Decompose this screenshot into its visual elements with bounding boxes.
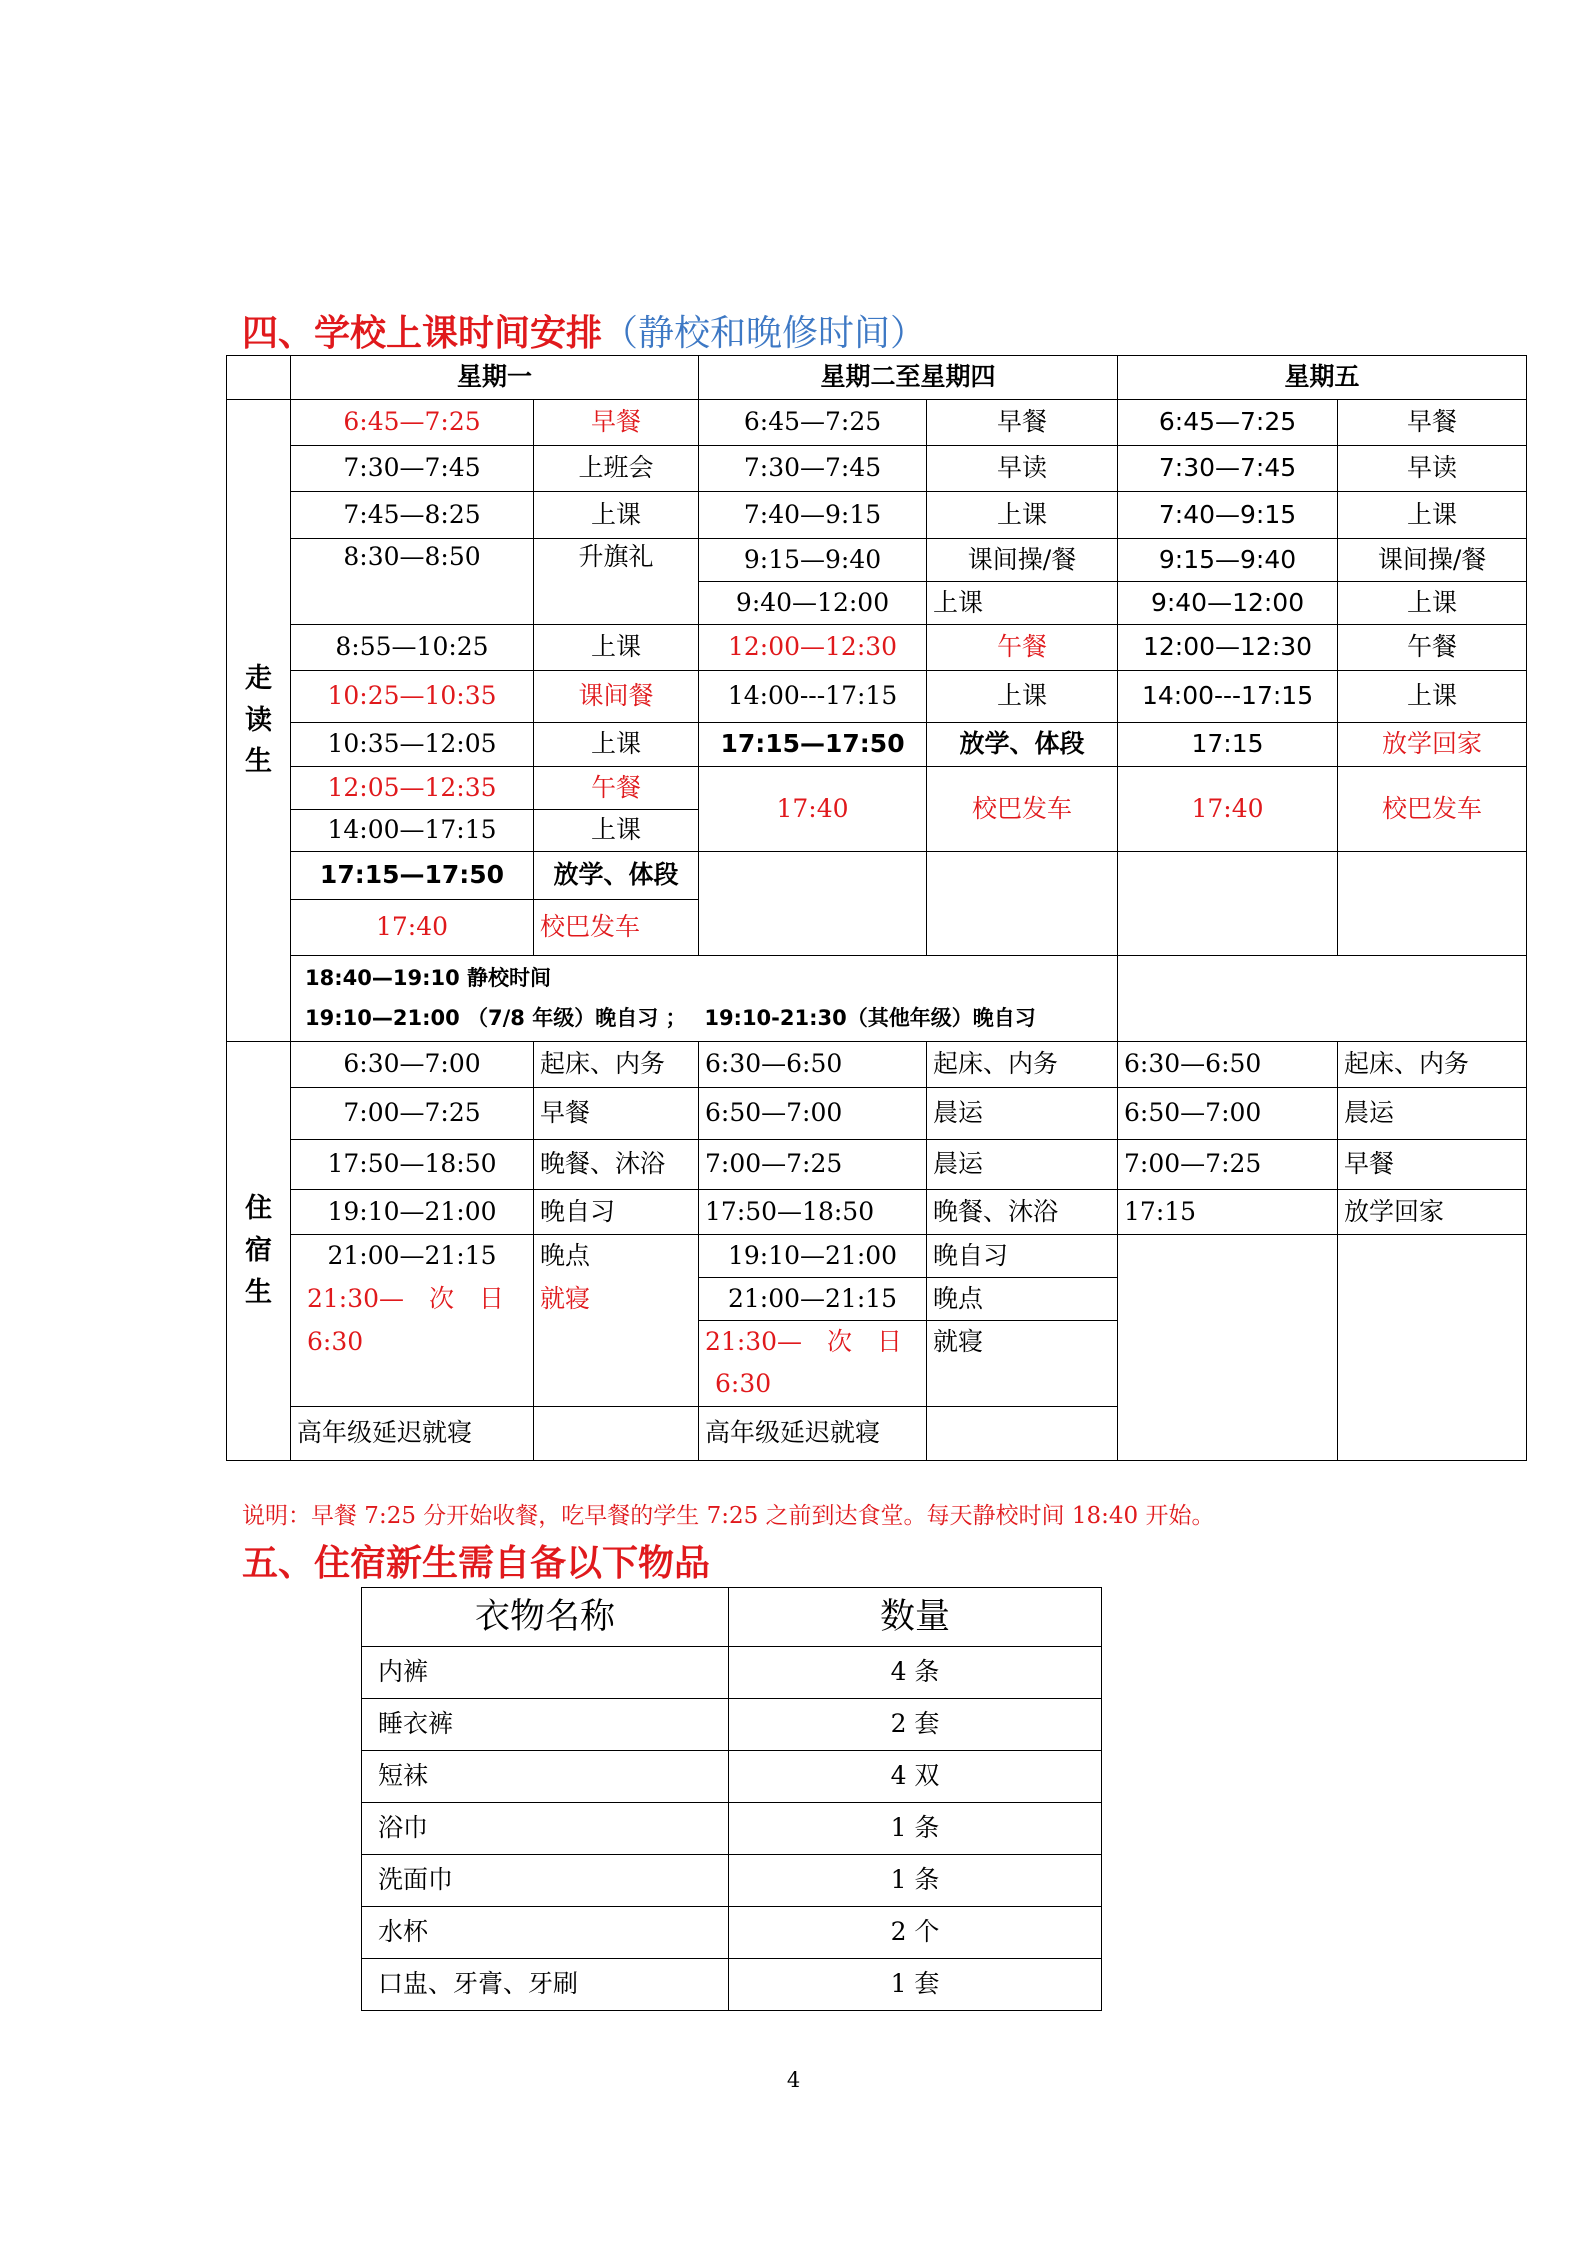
fri-time: 17:15 [1118, 723, 1338, 767]
mon-time: 17:40 [291, 900, 534, 956]
tue-time: 21:00—21:15 [699, 1278, 927, 1321]
table-row [227, 1088, 1527, 1140]
mon-time: 17:15—17:50 [291, 852, 534, 900]
tue-time: 7:30—7:45 [699, 446, 927, 492]
items-header-row [362, 1588, 1102, 1647]
item-name: 内裤 [362, 1647, 729, 1699]
fri-time: 6:45—7:25 [1118, 400, 1338, 446]
mon-time: 8:55—10:25 [291, 625, 534, 671]
tue-activity: 早餐 [927, 400, 1118, 446]
tue-activity: 早读 [927, 446, 1118, 492]
mon-time: 8:30—8:50 [291, 539, 534, 625]
tue-activity: 晚自习 [927, 1235, 1118, 1278]
tue-activity: 上课 [927, 492, 1118, 539]
fri-activity: 起床、内务 [1338, 1042, 1527, 1088]
table-row [362, 1647, 1102, 1699]
mon-time: 6:30—7:00 [291, 1042, 534, 1088]
mon-time: 10:35—12:05 [291, 723, 534, 767]
item-name: 洗面巾 [362, 1855, 729, 1907]
fri-time: 17:15 [1118, 1190, 1338, 1235]
mon-time: 12:05—12:35 [291, 767, 534, 810]
section-4-title-main: 四、学校上课时间安排 [242, 313, 603, 354]
mon-bedtime-end: 6:30 [291, 1321, 534, 1364]
section-4-title-sub: （静校和晚修时间） [602, 313, 927, 354]
fri-time: 7:00—7:25 [1118, 1140, 1338, 1190]
item-quantity: 1 条 [729, 1803, 1102, 1855]
mon-activity: 校巴发车 [534, 900, 699, 956]
table-row [362, 1751, 1102, 1803]
fri-activity: 上课 [1338, 671, 1527, 723]
fri-activity: 早餐 [1338, 1140, 1527, 1190]
tue-activity: 晨运 [927, 1088, 1118, 1140]
item-quantity: 4 双 [729, 1751, 1102, 1803]
mon-activity: 晚点 [534, 1235, 699, 1278]
header-item-name: 衣物名称 [362, 1588, 729, 1647]
table-row [362, 1803, 1102, 1855]
header-tue-thu: 星期二至星期四 [699, 356, 1118, 400]
mon-time: 10:25—10:35 [291, 671, 534, 723]
items-table [361, 1587, 1102, 2011]
fri-activity: 上课 [1338, 492, 1527, 539]
tue-time: 12:00—12:30 [699, 625, 927, 671]
item-quantity: 1 套 [729, 1959, 1102, 2011]
tue-time: 17:50—18:50 [699, 1190, 927, 1235]
tue-activity: 晚点 [927, 1278, 1118, 1321]
group-day-students [227, 400, 291, 1042]
fri-empty [1338, 1235, 1527, 1461]
tue-activity: 上课 [927, 582, 1118, 625]
tue-activity: 起床、内务 [927, 1042, 1118, 1088]
table-row [227, 956, 1527, 1042]
group-board-label: 住宿生 [245, 1193, 272, 1308]
item-name: 水杯 [362, 1907, 729, 1959]
table-row [227, 723, 1527, 767]
fri-activity: 放学回家 [1338, 1190, 1527, 1235]
item-quantity: 4 条 [729, 1647, 1102, 1699]
tue-activity: 上课 [927, 671, 1118, 723]
schedule-header-row [227, 356, 1527, 400]
table-row [227, 625, 1527, 671]
fri-activity: 上课 [1338, 582, 1527, 625]
mon-time: 7:00—7:25 [291, 1088, 534, 1140]
schedule-note: 说明：早餐 7:25 分开始收餐，吃早餐的学生 7:25 之前到达食堂。每天静校时间 18:40 开始。 [242, 1503, 1215, 1529]
tue-bus-activity: 校巴发车 [927, 767, 1118, 852]
fri-time: 7:40—9:15 [1118, 492, 1338, 539]
table-row [227, 852, 1527, 900]
schedule-table [226, 355, 1527, 1461]
header-quantity: 数量 [729, 1588, 1102, 1647]
evening-study-line: 19:10—21:00 （7/8 年级）晚自习 ； 19:10-21:30（其他年级）晚自习 [305, 1005, 1036, 1030]
fri-time: 12:00—12:30 [1118, 625, 1338, 671]
item-quantity: 1 条 [729, 1855, 1102, 1907]
mon-late-bedtime: 高年级延迟就寝 [291, 1407, 534, 1461]
header-monday: 星期一 [291, 356, 699, 400]
tue-empty [927, 852, 1118, 956]
fri-empty [1338, 852, 1527, 956]
group-day-label: 走读生 [245, 662, 272, 778]
table-row [362, 1855, 1102, 1907]
table-row [227, 1190, 1527, 1235]
mon-time: 21:00—21:15 [291, 1235, 534, 1278]
fri-time: 14:00---17:15 [1118, 671, 1338, 723]
mon-time: 6:45—7:25 [291, 400, 534, 446]
section-4-title [242, 305, 926, 356]
tue-time: 6:50—7:00 [699, 1088, 927, 1140]
tue-time: 17:15—17:50 [699, 723, 927, 767]
tue-empty [927, 1407, 1118, 1461]
fri-time: 9:15—9:40 [1118, 539, 1338, 582]
tue-time: 19:10—21:00 [699, 1235, 927, 1278]
table-row [227, 1042, 1527, 1088]
mon-activity: 早餐 [534, 400, 699, 446]
table-row [227, 539, 1527, 582]
fri-activity: 晨运 [1338, 1088, 1527, 1140]
table-row [227, 400, 1527, 446]
item-quantity: 2 个 [729, 1907, 1102, 1959]
tue-time: 9:15—9:40 [699, 539, 927, 582]
group-boarding-students [227, 1042, 291, 1461]
mon-activity: 升旗礼 [534, 539, 699, 625]
table-row [362, 1907, 1102, 1959]
mon-activity: 上班会 [534, 446, 699, 492]
fri-activity: 放学回家 [1338, 723, 1527, 767]
item-quantity: 2 套 [729, 1699, 1102, 1751]
tue-time: 9:40—12:00 [699, 582, 927, 625]
tue-activity: 午餐 [927, 625, 1118, 671]
mon-activity: 上课 [534, 625, 699, 671]
fri-empty [1118, 852, 1338, 956]
tue-time: 14:00---17:15 [699, 671, 927, 723]
mon-time: 19:10—21:00 [291, 1190, 534, 1235]
tue-activity: 晨运 [927, 1140, 1118, 1190]
section-5-title: 五、住宿新生需自备以下物品 [242, 1543, 711, 1584]
mon-time: 17:50—18:50 [291, 1140, 534, 1190]
tue-activity: 课间操/餐 [927, 539, 1118, 582]
tue-empty [699, 852, 927, 956]
mon-time: 14:00—17:15 [291, 810, 534, 852]
fri-bus-activity: 校巴发车 [1338, 767, 1527, 852]
tue-late-bedtime: 高年级延迟就寝 [699, 1407, 927, 1461]
table-row [227, 1235, 1527, 1278]
fri-activity: 课间操/餐 [1338, 539, 1527, 582]
item-name: 睡衣裤 [362, 1699, 729, 1751]
tue-empty [927, 1364, 1118, 1407]
table-row [227, 1140, 1527, 1190]
fri-time: 9:40—12:00 [1118, 582, 1338, 625]
mon-activity: 放学、体段 [534, 852, 699, 900]
tue-bedtime-activity: 就寝 [927, 1321, 1118, 1364]
item-name: 短袜 [362, 1751, 729, 1803]
fri-bus-time: 17:40 [1118, 767, 1338, 852]
tue-bedtime-end: 6:30 [699, 1364, 927, 1407]
table-row [362, 1699, 1102, 1751]
mon-empty [534, 1321, 699, 1364]
mon-time: 7:30—7:45 [291, 446, 534, 492]
mon-bedtime-activity: 就寝 [534, 1278, 699, 1321]
quiet-time-line: 18:40—19:10 静校时间 [305, 965, 552, 990]
mon-activity: 上课 [534, 492, 699, 539]
mon-empty [291, 1364, 534, 1407]
item-name: 口盅、牙膏、牙刷 [362, 1959, 729, 2011]
header-friday: 星期五 [1118, 356, 1527, 400]
mon-activity: 上课 [534, 810, 699, 852]
friday-evening-empty [1118, 956, 1527, 1042]
mon-time: 7:45—8:25 [291, 492, 534, 539]
item-name: 浴巾 [362, 1803, 729, 1855]
fri-time: 6:50—7:00 [1118, 1088, 1338, 1140]
fri-activity: 早餐 [1338, 400, 1527, 446]
fri-activity: 早读 [1338, 446, 1527, 492]
table-row [227, 492, 1527, 539]
table-row [227, 446, 1527, 492]
mon-activity: 晚餐、沐浴 [534, 1140, 699, 1190]
tue-activity: 放学、体段 [927, 723, 1118, 767]
mon-bedtime: 21:30— 次 日 [291, 1278, 534, 1321]
evening-study-note [291, 956, 1118, 1042]
tue-time: 6:45—7:25 [699, 400, 927, 446]
tue-activity: 晚餐、沐浴 [927, 1190, 1118, 1235]
tue-time: 7:00—7:25 [699, 1140, 927, 1190]
tue-bedtime: 21:30— 次 日 [699, 1321, 927, 1364]
header-blank [227, 356, 291, 400]
mon-activity: 早餐 [534, 1088, 699, 1140]
table-row [362, 1959, 1102, 2011]
table-row [227, 767, 1527, 810]
mon-activity: 午餐 [534, 767, 699, 810]
fri-activity: 午餐 [1338, 625, 1527, 671]
mon-empty [534, 1407, 699, 1461]
tue-bus-time: 17:40 [699, 767, 927, 852]
mon-activity: 晚自习 [534, 1190, 699, 1235]
fri-time: 6:30—6:50 [1118, 1042, 1338, 1088]
tue-time: 6:30—6:50 [699, 1042, 927, 1088]
mon-activity: 课间餐 [534, 671, 699, 723]
table-row [227, 671, 1527, 723]
mon-activity: 起床、内务 [534, 1042, 699, 1088]
page-number: 4 [786, 2068, 801, 2092]
fri-empty [1118, 1235, 1338, 1461]
fri-time: 7:30—7:45 [1118, 446, 1338, 492]
tue-time: 7:40—9:15 [699, 492, 927, 539]
mon-empty [534, 1364, 699, 1407]
mon-activity: 上课 [534, 723, 699, 767]
